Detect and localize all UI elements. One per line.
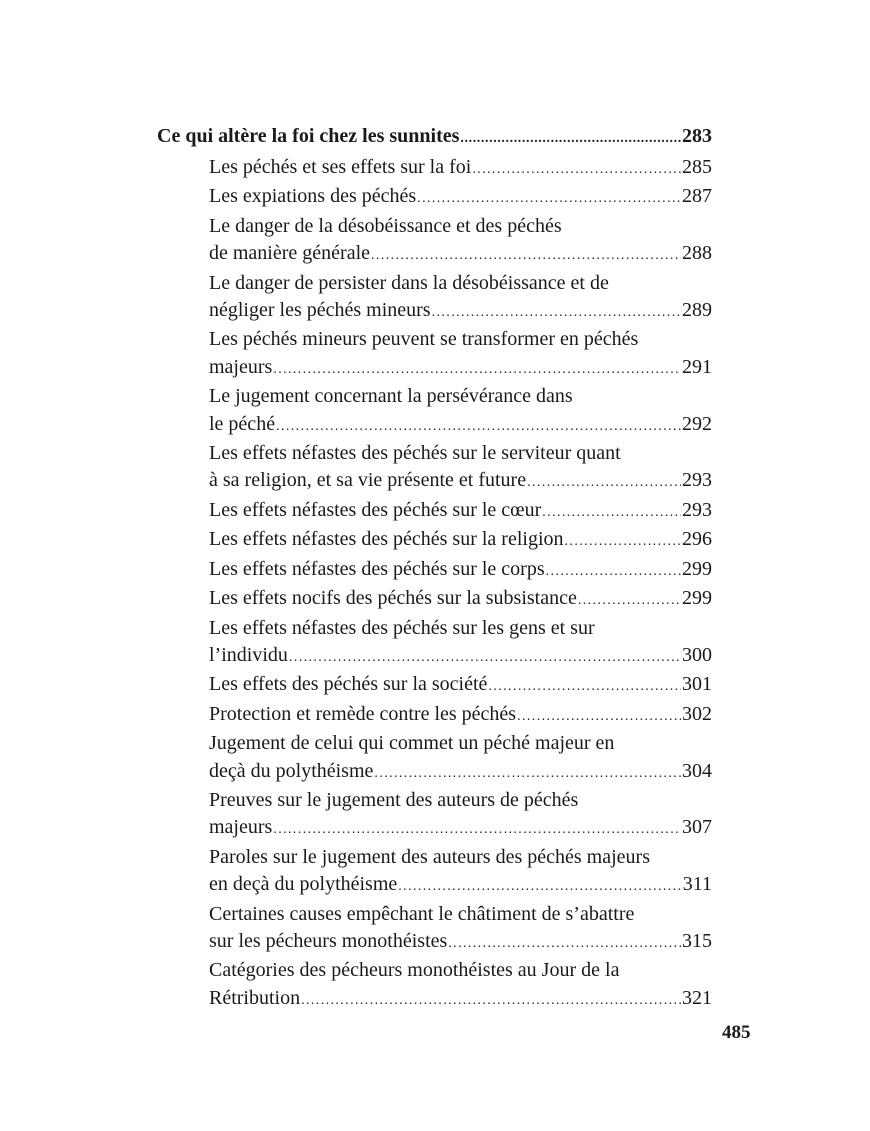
toc-entry [209,440,712,497]
dot-leader [301,987,681,1014]
toc-entry-title-line: Catégories des pécheurs monothéistes au Jour de la [209,959,620,982]
toc-entry [209,615,712,672]
dot-leader [546,558,681,585]
toc-entry [209,844,712,901]
toc-entry-title-line: Les effets néfastes des péchés sur le corps [209,557,545,580]
dot-leader [578,587,681,614]
toc-line [209,585,712,614]
toc-page-number: 288 [682,242,712,265]
dot-leader [398,873,681,900]
toc-entry-title-line: majeurs [209,355,273,378]
dot-leader [527,469,681,496]
toc-page-number: 287 [682,185,712,208]
toc-entry-title-line: l’individu [209,643,288,666]
toc-entry-title-line: Les effets néfastes des péchés sur les gens et sur [209,616,595,639]
toc-page-number: 296 [682,528,712,551]
toc-page-number: 285 [682,156,712,178]
toc-entry-title-line: Protection et remède contre les péchés [209,702,517,725]
toc-entry-title-line: Les effets néfastes des péchés sur le cœur [209,498,542,521]
toc-entry [209,957,712,1014]
toc-entry-title-line: de manière générale [209,242,371,265]
toc-entry [209,526,712,555]
toc-entry-title-line: Les péchés et ses effets sur la foi [209,156,472,178]
dot-leader [417,185,681,212]
toc-entry-title-line: Le jugement concernant la persévérance dans [209,385,573,408]
toc-entry-title-line: Paroles sur le jugement des auteurs des péchés majeurs [209,845,650,868]
toc-line [209,497,712,526]
dot-leader [432,299,681,326]
toc-entry [209,671,712,700]
toc-entry [209,213,712,270]
toc-entry-title-line: Les effets nocifs des péchés sur la subsistance [209,587,577,610]
toc-entry-title-line: à sa religion, et sa vie présente et future [209,469,527,492]
toc-entry-title-line: Certaines causes empêchant le châtiment de s’abattre [209,902,635,925]
toc-entry-title-line: majeurs [209,816,273,839]
dot-leader [488,673,681,700]
toc-page-number: 299 [682,557,712,580]
toc-line [209,297,712,326]
toc-entry-title-line: Le danger de la désobéissance et des péchés [209,214,562,237]
page-number: 485 [722,1022,751,1043]
toc-entry-title-line: Preuves sur le jugement des auteurs de péchés [209,788,579,811]
toc-page-number: 292 [682,412,712,435]
toc-page-number: 300 [682,643,712,666]
toc-main-entry [157,122,712,153]
toc-page-number: 299 [682,587,712,610]
toc-entry-title-line: Rétribution [209,986,301,1009]
dot-leader [273,356,681,383]
toc-entry [209,383,712,440]
toc-entry-title-line: Les effets des péchés sur la société [209,673,488,696]
toc-page-number: 307 [682,816,712,839]
toc-line [209,928,712,957]
toc-entry [209,701,712,730]
dot-leader [517,703,681,730]
toc-entry-title-line: Les effets néfastes des péchés sur le serviteur quant [209,442,621,465]
toc-line [209,701,712,730]
dot-leader [565,528,681,555]
toc-entry [209,326,712,383]
toc-line [209,240,712,269]
toc-entry-title: Ce qui altère la foi chez les sunnites [157,125,460,147]
toc-page-number: 311 [682,873,712,896]
dot-leader [542,499,681,526]
toc-page-number: 293 [682,469,712,492]
dot-leader [276,413,681,440]
toc-line [209,354,712,383]
toc-entry [209,183,712,212]
toc-page-number: 304 [682,759,712,782]
toc-line [209,671,712,700]
toc-line [209,814,712,843]
dot-leader [273,816,681,843]
toc-entry [209,901,712,958]
toc-entry [209,730,712,787]
toc-sub-entries [157,154,712,1014]
toc-page-number: 293 [682,498,712,521]
toc-line [209,183,712,212]
table-of-contents [157,122,712,1014]
toc-entry-title-line: le péché [209,412,276,435]
toc-entry-title-line: en deçà du polythéisme [209,873,398,896]
toc-entry-title-line: sur les pécheurs monothéistes [209,929,448,952]
toc-page-number: 283 [682,125,712,147]
dot-leader [371,242,681,269]
toc-entry [209,787,712,844]
toc-line [209,154,712,183]
toc-entry [209,154,712,183]
toc-entry-title-line: Les expiations des péchés [209,185,417,208]
toc-page-number: 291 [682,355,712,378]
dot-leader [460,124,681,153]
dot-leader [374,760,681,787]
toc-entry-title-line: Le danger de persister dans la désobéissance et de [209,271,609,294]
toc-entry-title-line: Les péchés mineurs peuvent se transformer en péchés [209,328,639,351]
toc-line [209,985,712,1014]
toc-page-number: 321 [682,986,712,1009]
toc-line [209,871,712,900]
dot-leader [289,644,681,671]
toc-entry [209,556,712,585]
toc-entry-title-line: Jugement de celui qui commet un péché majeur en [209,732,615,755]
toc-line [209,556,712,585]
toc-line [209,411,712,440]
dot-leader [448,930,681,957]
toc-line [209,758,712,787]
toc-page-number: 289 [682,299,712,322]
toc-entry [209,585,712,614]
toc-entry [209,497,712,526]
toc-entry-title-line: Les effets néfastes des péchés sur la religion [209,528,564,551]
toc-page-number: 302 [682,702,712,725]
toc-line [209,526,712,555]
dot-leader [472,156,681,183]
toc-page-number: 301 [682,673,712,696]
toc-line [157,122,712,153]
toc-entry-title-line: négliger les péchés mineurs [209,299,431,322]
toc-entry [209,270,712,327]
toc-entry-title-line: deçà du polythéisme [209,759,374,782]
toc-line [209,642,712,671]
toc-page-number: 315 [682,929,712,952]
toc-line [209,467,712,496]
